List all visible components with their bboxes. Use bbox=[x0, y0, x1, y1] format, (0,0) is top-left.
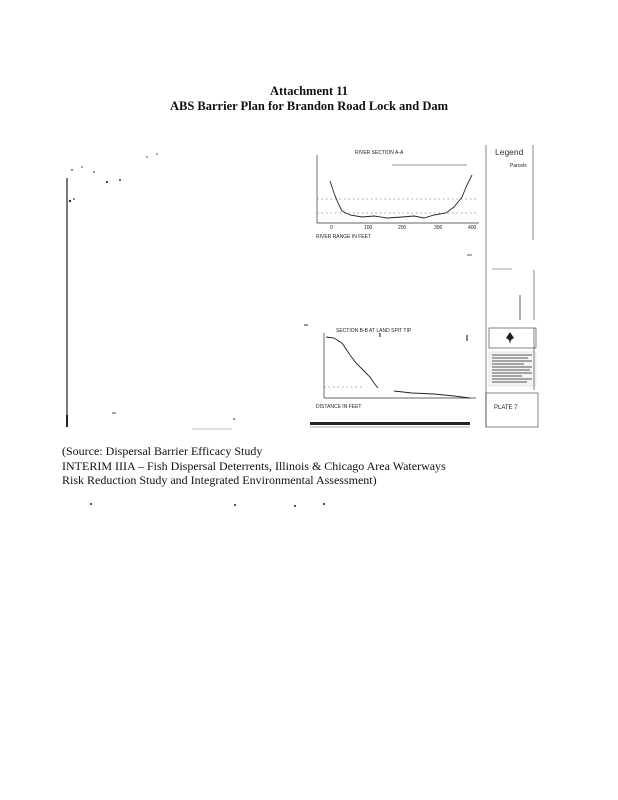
section-b-chart bbox=[304, 325, 476, 427]
section-a-x-label: RIVER RANGE IN FEET bbox=[316, 234, 372, 240]
map-speck bbox=[81, 166, 83, 168]
attachment-label: Attachment 11 bbox=[269, 84, 349, 98]
barrier-plan-drawing bbox=[62, 145, 540, 430]
section-b-title: SECTION B-B AT LAND SPIT TIP bbox=[336, 328, 412, 334]
section-b-profile-slope bbox=[326, 337, 378, 388]
map-speck bbox=[106, 181, 108, 183]
map-speck bbox=[93, 171, 95, 173]
section-b-profile-bed bbox=[394, 391, 470, 398]
section-a-tick: 400 bbox=[468, 225, 477, 231]
scan-artifact-dots bbox=[0, 500, 618, 510]
section-a-tick: 200 bbox=[398, 225, 407, 231]
scan-speck bbox=[234, 504, 236, 506]
map-speck bbox=[146, 156, 148, 158]
source-line-1: (Source: Dispersal Barrier Efficacy Study bbox=[62, 444, 263, 458]
barrier-plan-figure bbox=[62, 145, 540, 430]
river-section-a-chart bbox=[316, 150, 479, 240]
section-a-title: RIVER SECTION A-A bbox=[355, 150, 404, 156]
legend-heading: Legend bbox=[495, 147, 524, 157]
legend-panel bbox=[467, 145, 538, 427]
scan-speck bbox=[323, 503, 325, 505]
map-speck bbox=[71, 169, 73, 171]
site-map-panel bbox=[67, 153, 235, 429]
north-arrow-icon bbox=[506, 332, 514, 344]
section-a-tick: 100 bbox=[364, 225, 373, 231]
legend-item-parcels: Parcels bbox=[510, 163, 527, 169]
section-b-x-label: DISTANCE IN FEET bbox=[316, 404, 362, 410]
plate-label: PLATE 7 bbox=[494, 405, 518, 411]
map-speck bbox=[69, 200, 71, 202]
map-speck bbox=[233, 418, 235, 420]
plate-notes-block bbox=[489, 352, 536, 386]
section-a-tick: 0 bbox=[330, 225, 333, 231]
map-speck bbox=[119, 179, 121, 181]
scan-speck bbox=[294, 505, 296, 507]
source-line-3: Risk Reduction Study and Integrated Environmental Assessment) bbox=[62, 473, 377, 487]
document-title: ABS Barrier Plan for Brandon Road Lock and Dam bbox=[169, 99, 449, 113]
map-speck bbox=[73, 198, 75, 200]
source-citation bbox=[62, 444, 446, 488]
scale-bar bbox=[310, 422, 470, 425]
source-line-2: INTERIM IIIA – Fish Dispersal Deterrents, Illinois & Chicago Area Waterways bbox=[62, 458, 446, 473]
map-speck bbox=[156, 153, 158, 155]
scan-speck bbox=[90, 503, 92, 505]
section-a-tick: 300 bbox=[434, 225, 443, 231]
section-a-riverbed-profile bbox=[330, 175, 472, 218]
